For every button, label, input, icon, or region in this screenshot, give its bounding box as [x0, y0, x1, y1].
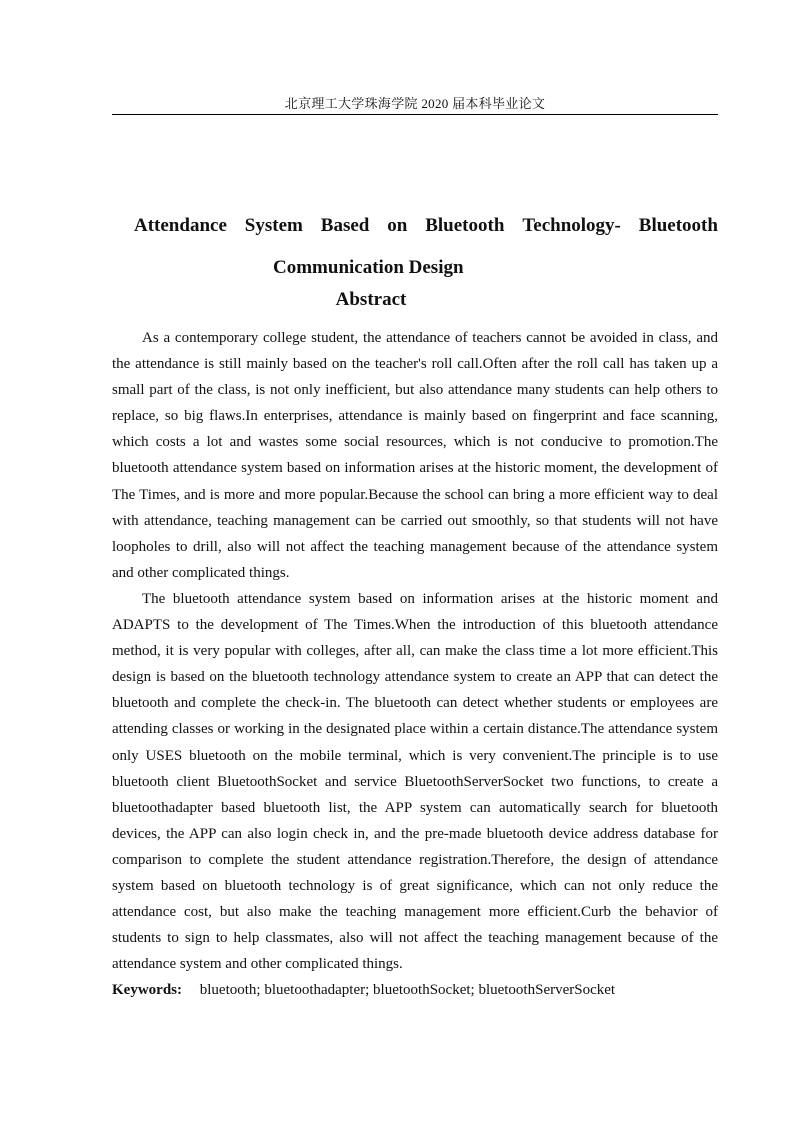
abstract-body: [112, 325, 718, 1003]
title-word: on: [387, 215, 408, 236]
title-word: Based: [320, 215, 370, 236]
abstract-paragraph: The bluetooth attendance system based on information arises at the historic moment and ADAPTS to the development of The Times.When the introduction of this bluetooth attendance method, it is very popular with colleges, after all, can make the class time a lot more efficient.This design is based on the bluetooth technology attendance system to create an APP that can detect the bluetooth and complete the check-in. The bluetooth can detect whether students or employees are attending classes or working in the designated place within a certain distance.The attendance system only USES bluetooth on the mobile terminal, which is very convenient.The principle is to use bluetooth client BluetoothSocket and service BluetoothServerSocket two functions, to create a bluetoothadapter based bluetooth list, the APP system can automatically search for bluetooth devices, the APP can also login check in, and the pre-made bluetooth device address database for comparison to complete the student attendance registration.Therefore, the design of attendance system based on bluetooth technology is of great significance, which can not only reduce the attendance cost, but also make the teaching management more efficient.Curb the behavior of students to sign to help classmates, also will not affect the teaching management because of the attendance system and other complicated things.: [112, 590, 718, 973]
thesis-title: [134, 205, 718, 289]
title-word: Technology-: [522, 215, 621, 236]
abstract-paragraph: As a contemporary college student, the attendance of teachers cannot be avoided in class, and the attendance is still mainly based on the teacher's roll call.Often after the roll call has taken up a small part of the class, is not only inefficient, but also attendance many students can help others to replace, so big flaws.In enterprises, attendance is mainly based on fingerprint and face scanning, which costs a lot and wastes some social resources, which is not conducive to promotion.The bluetooth attendance system based on information arises at the historic moment, the development of The Times, and is more and more popular.Because the school can bring a more efficient way to deal with attendance, teaching management can be carried out smoothly, so that students will not have loopholes to drill, also will not affect the teaching management because of the attendance system and other complicated things.: [112, 330, 718, 581]
header-rule: [112, 114, 718, 115]
title-line-2: Communication Design: [273, 257, 464, 278]
title-line-1: [134, 205, 718, 247]
title-word: System: [244, 215, 303, 236]
keywords-line: [112, 977, 718, 1003]
title-word: Bluetooth: [425, 215, 505, 236]
running-header: 北京理工大学珠海学院 2020 届本科毕业论文: [284, 96, 546, 111]
title-word: Bluetooth: [638, 215, 718, 236]
keywords-label: Keywords:: [112, 982, 182, 999]
title-word: Attendance: [134, 215, 227, 236]
abstract-heading: Abstract: [335, 289, 407, 310]
keywords-list: bluetooth; bluetoothadapter; bluetoothSocket; bluetoothServerSocket: [199, 982, 616, 999]
